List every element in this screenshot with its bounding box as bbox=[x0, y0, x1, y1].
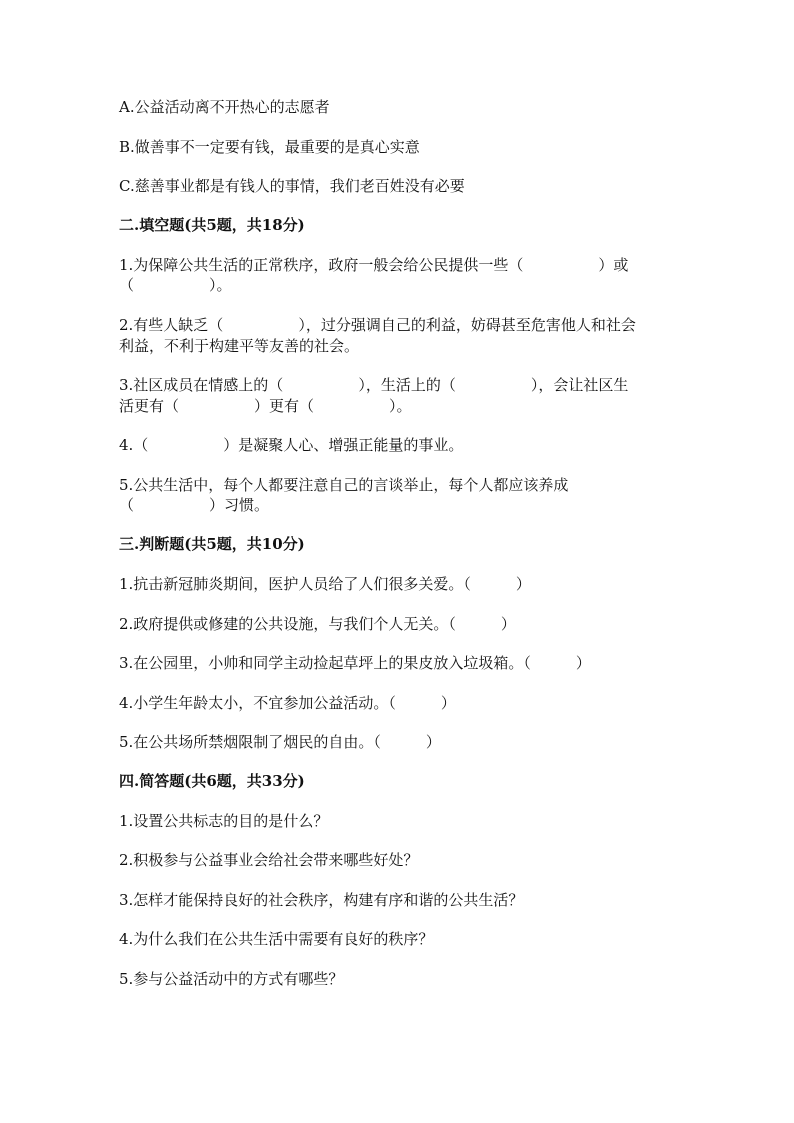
fill-q3-line2: 活更有（ ）更有（ ）。 bbox=[119, 397, 412, 415]
fill-q2-line1: 2.有些人缺乏（ ），过分强调自己的利益，妨碍甚至危害他人和社会 bbox=[119, 316, 636, 334]
fill-q1-line1: 1.为保障公共生活的正常秩序，政府一般会给公民提供一些（ ）或 bbox=[119, 256, 629, 274]
fill-q5-line2: （ ）习惯。 bbox=[119, 496, 270, 514]
section-heading-true-false: 三.判断题(共5题，共10分) bbox=[119, 535, 305, 553]
judge-q3: 3.在公园里，小帅和同学主动捡起草坪上的果皮放入垃圾箱。（ ） bbox=[119, 654, 591, 672]
option-a: A.公益活动离不开热心的志愿者 bbox=[119, 98, 330, 116]
fill-q4-line1: 4.（ ）是凝聚人心、增强正能量的事业。 bbox=[119, 436, 464, 454]
option-b: B.做善事不一定要有钱，最重要的是真心实意 bbox=[119, 138, 420, 156]
judge-q5: 5.在公共场所禁烟限制了烟民的自由。（ ） bbox=[119, 733, 441, 751]
short-q1: 1.设置公共标志的目的是什么？ bbox=[119, 812, 329, 830]
fill-q5-line1: 5.公共生活中，每个人都要注意自己的言谈举止，每个人都应该养成 bbox=[119, 476, 569, 494]
fill-q3-line1: 3.社区成员在情感上的（ ），生活上的（ ），会让社区生 bbox=[119, 376, 629, 394]
section-heading-fill-in: 二.填空题(共5题，共18分) bbox=[119, 216, 305, 234]
judge-q4: 4.小学生年龄太小，不宜参加公益活动。（ ） bbox=[119, 694, 456, 712]
judge-q1: 1.抗击新冠肺炎期间，医护人员给了人们很多关爱。（ ） bbox=[119, 575, 531, 593]
fill-q2-line2: 利益，不利于构建平等友善的社会。 bbox=[119, 337, 360, 355]
short-q5: 5.参与公益活动中的方式有哪些？ bbox=[119, 970, 344, 988]
fill-q1-line2: （ ）。 bbox=[119, 276, 232, 294]
short-q4: 4.为什么我们在公共生活中需要有良好的秩序？ bbox=[119, 930, 434, 948]
judge-q2: 2.政府提供或修建的公共设施，与我们个人无关。（ ） bbox=[119, 615, 516, 633]
section-heading-short-answer: 四.简答题(共6题，共33分) bbox=[119, 772, 305, 790]
option-c: C.慈善事业都是有钱人的事情，我们老百姓没有必要 bbox=[119, 177, 465, 195]
short-q3: 3.怎样才能保持良好的社会秩序，构建有序和谐的公共生活？ bbox=[119, 891, 524, 909]
short-q2: 2.积极参与公益事业会给社会带来哪些好处？ bbox=[119, 851, 419, 869]
